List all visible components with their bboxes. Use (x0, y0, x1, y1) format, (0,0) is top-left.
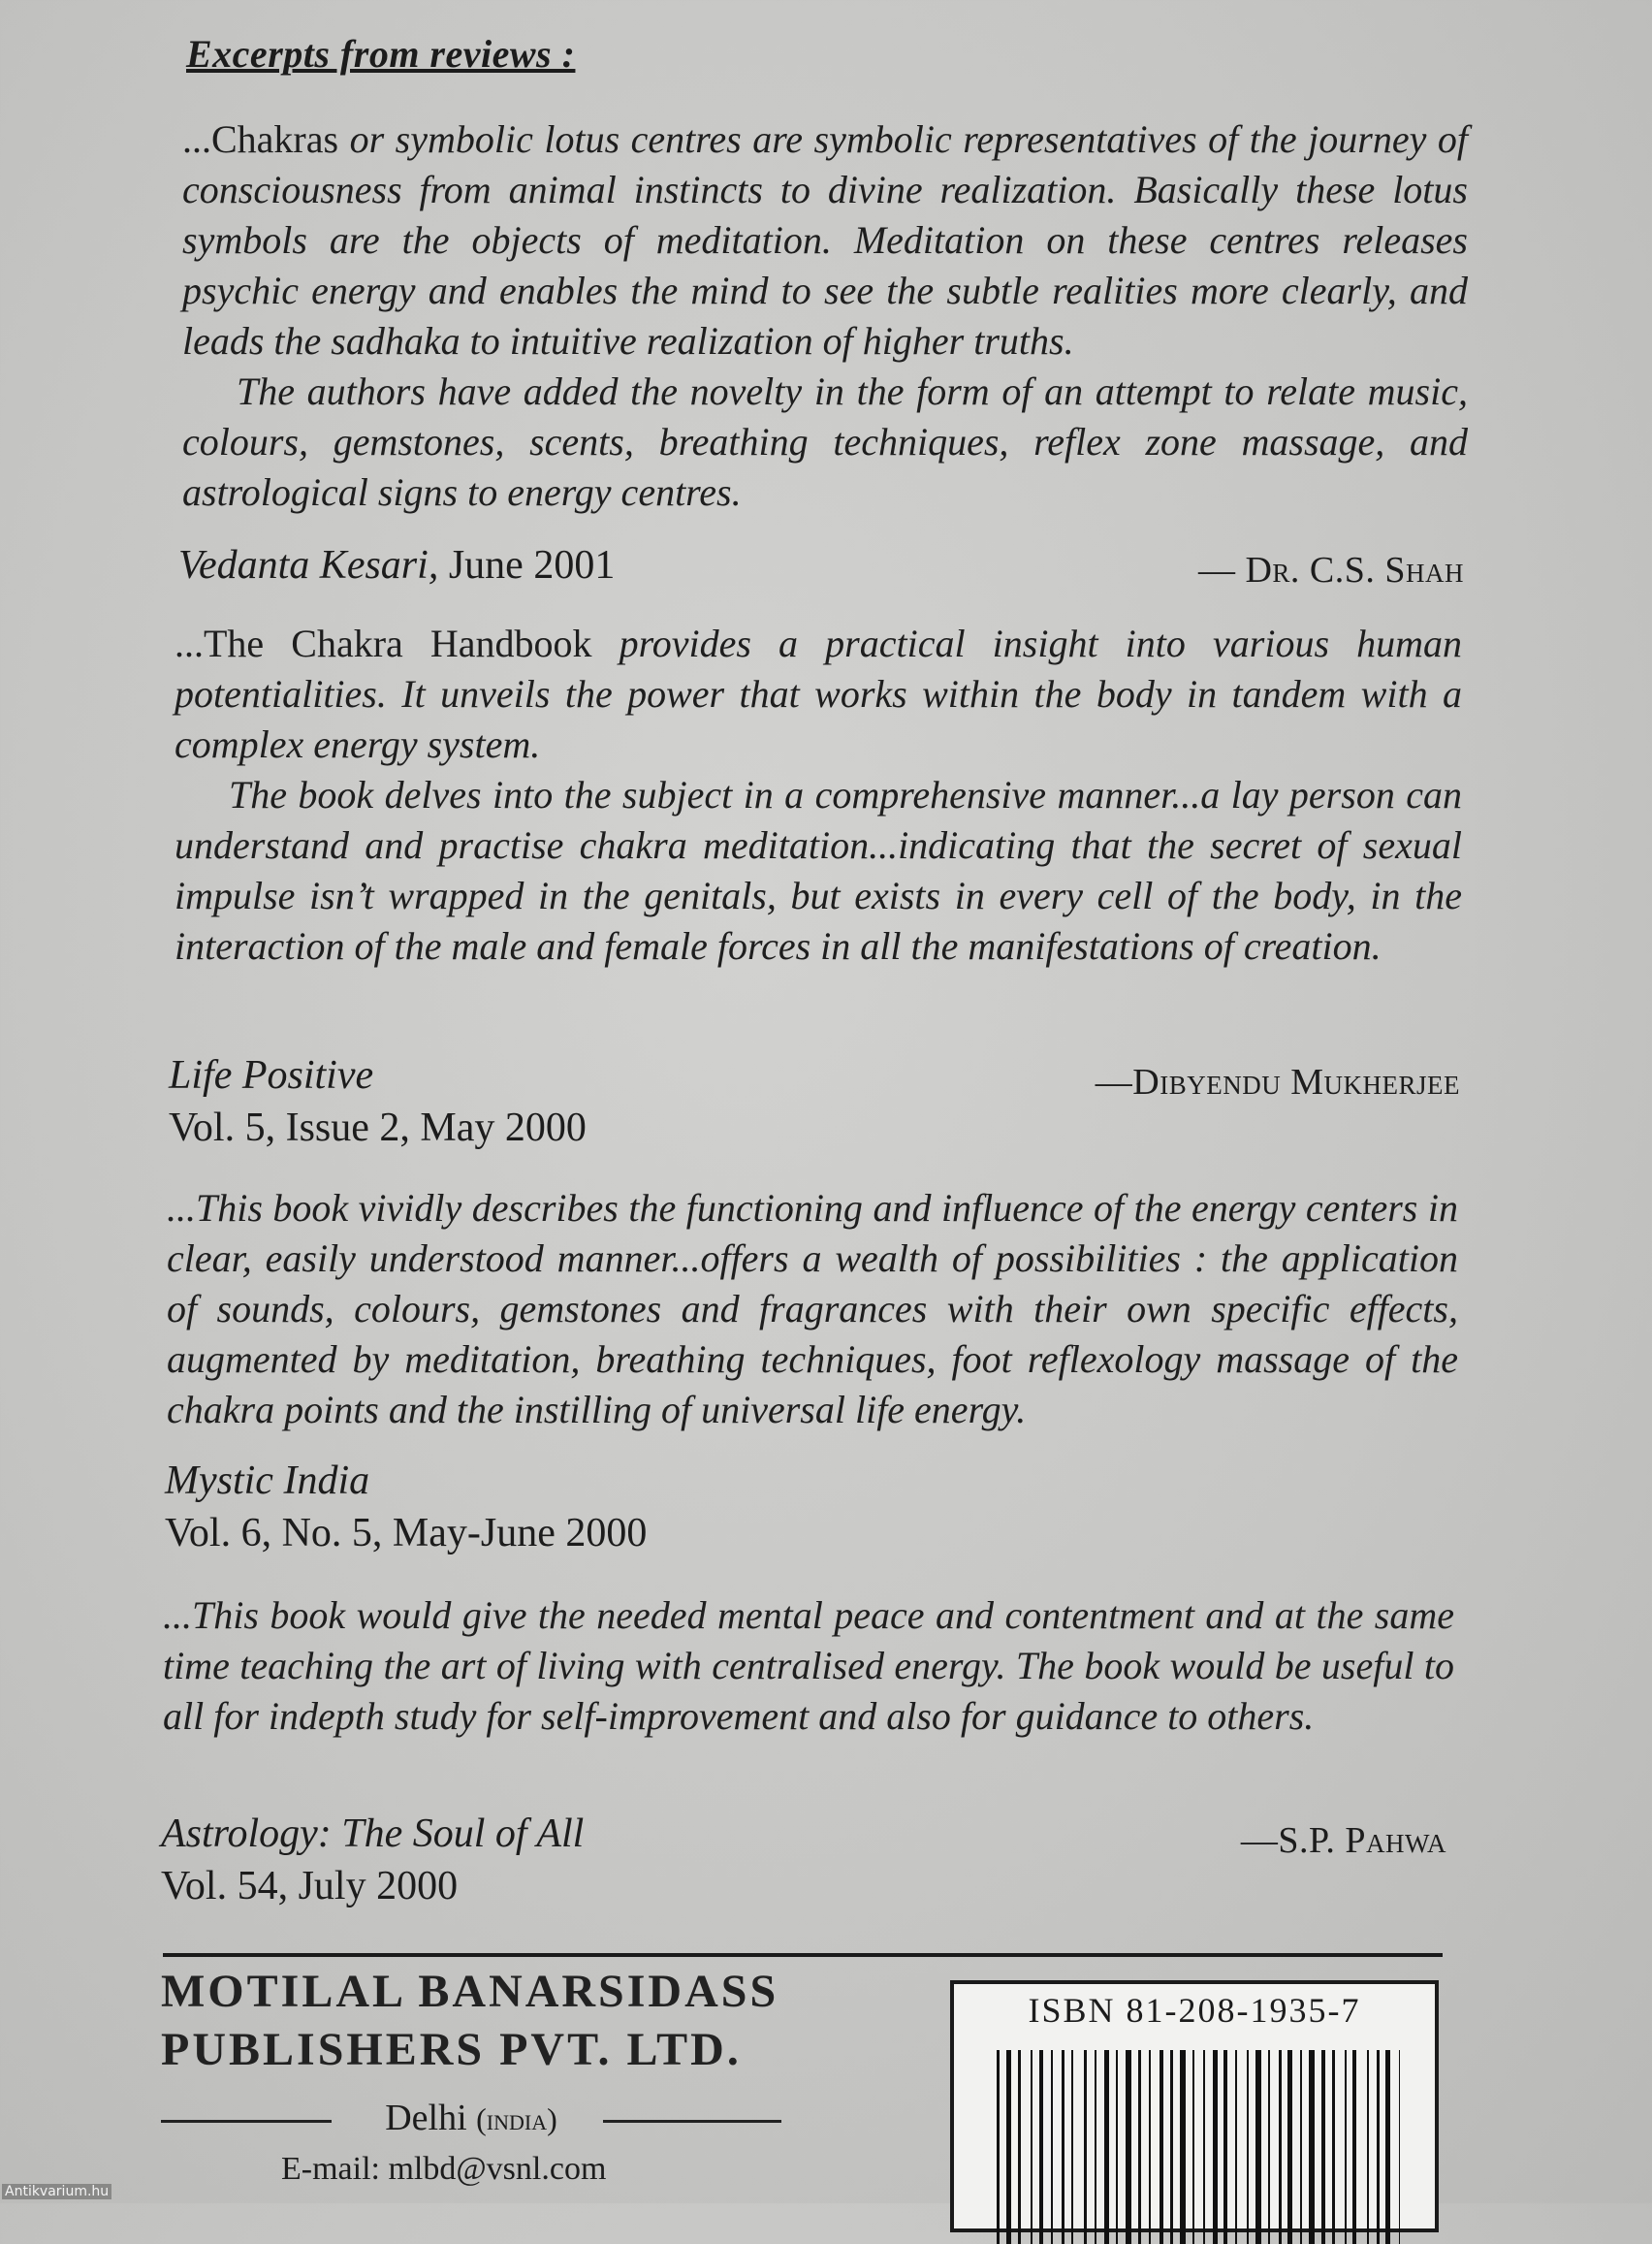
watermark: Antikvarium.hu (2, 2184, 111, 2199)
barcode-bar (1095, 2050, 1096, 2244)
barcode-bar (1018, 2050, 1021, 2244)
publisher-city (161, 2097, 781, 2139)
review-paragraph (175, 619, 1462, 770)
barcode-bar (1126, 2050, 1131, 2244)
barcode (997, 2050, 1400, 2244)
barcode-bar (1031, 2050, 1032, 2244)
barcode-bar (1149, 2050, 1151, 2244)
footer-rule (163, 1953, 1443, 1957)
isbn-number: ISBN 81-208-1935-7 (1028, 1991, 1361, 2030)
barcode-bar (1247, 2050, 1249, 2244)
source-name: Vedanta Kesari, (178, 543, 439, 588)
barcode-bar (1203, 2050, 1205, 2244)
divider (603, 2120, 781, 2123)
barcode-bar (1352, 2050, 1356, 2244)
barcode-bar (1192, 2050, 1194, 2244)
source-name: Astrology: The Soul of All (161, 1811, 585, 1856)
review-paragraph (163, 1590, 1454, 1742)
source-detail: June 2001 (438, 543, 616, 588)
review-attribution: —Dibyendu Mukherjee (1095, 1062, 1460, 1103)
source-issue: Vol. 5, Issue 2, May 2000 (169, 1106, 587, 1150)
review-text: or symbolic lotus centres are symbolic representatives of the journey of consciousness from animal instincts to divine realization. Basically these lotus symbols are the objects of meditation. Meditation on these centres releases psychic energy and enables the mind to see the subtle realities more clearly, and leads the sadhaka to intuitive realization of higher truths. (182, 117, 1468, 363)
review-paragraph (167, 1183, 1458, 1435)
country-name: (india) (476, 2101, 557, 2136)
barcode-bar (997, 2050, 1000, 2244)
review-source (161, 1808, 584, 1912)
city-name: Delhi (385, 2098, 467, 2138)
review-source (178, 539, 615, 592)
barcode-bar (1332, 2050, 1335, 2244)
review-attribution: — Dr. C.S. Shah (1197, 550, 1464, 591)
review-paragraph (175, 770, 1462, 972)
barcode-bar (1367, 2050, 1369, 2244)
barcode-bar (1235, 2050, 1237, 2244)
source-issue: Vol. 54, July 2000 (161, 1864, 459, 1908)
barcode-bar (1377, 2050, 1380, 2244)
barcode-bar (1385, 2050, 1390, 2244)
barcode-bar (1104, 2050, 1109, 2244)
review-attribution: —S.P. Pahwa (1240, 1820, 1446, 1861)
barcode-bar (1223, 2050, 1227, 2244)
barcode-bar (1399, 2050, 1400, 2244)
publisher-city-line (161, 2097, 781, 2145)
barcode-bar (1287, 2050, 1292, 2244)
publisher-line-2: PUBLISHERS PVT. LTD. (161, 2024, 742, 2075)
barcode-bar (1180, 2050, 1186, 2244)
isbn-barcode-box (950, 1980, 1439, 2232)
barcode-bar (1255, 2050, 1261, 2244)
review-source (169, 1049, 587, 1154)
publisher-name (161, 1963, 778, 2079)
barcode-bar (1321, 2050, 1325, 2244)
barcode-bar (1300, 2050, 1302, 2244)
review-text: The book delves into the subject in a comprehensive manner...a lay person can understand and practise chakra meditation...indicating that the secret of sexual impulse isn’t wrapped in the genitals, but exists in every cell of the body, in the interaction of the male and female forces in all the manifestations of creation. (175, 773, 1462, 968)
source-issue: Vol. 6, No. 5, May-June 2000 (165, 1511, 648, 1555)
barcode-bar (1039, 2050, 1043, 2244)
barcode-bar (1138, 2050, 1141, 2244)
book-title-lead: ...The Chakra Handbook (175, 622, 592, 665)
review-text: provides a practical insight into various human potentialities. It unveils the power that works within the body in tandem with a complex energy system. (175, 622, 1463, 766)
publisher-line-1: MOTILAL BANARSIDASS (161, 1966, 779, 2017)
reviews-heading: Excerpts from reviews : (186, 32, 576, 76)
barcode-bar (1071, 2050, 1073, 2244)
barcode-bar (1170, 2050, 1173, 2244)
barcode-bar (1345, 2050, 1347, 2244)
book-title-lead: ...Chakras (182, 117, 339, 161)
barcode-bar (1279, 2050, 1282, 2244)
review-text: ...This book would give the needed mental peace and contentment and at the same time teaching the art of living with centralised energy. The book would be useful to all for indepth study for self-improvement and also for guidance to others. (163, 1593, 1454, 1738)
barcode-bar (1116, 2050, 1118, 2244)
barcode-bar (1268, 2050, 1270, 2244)
barcode-bar (1160, 2050, 1163, 2244)
source-name: Life Positive (169, 1053, 374, 1098)
review-source (165, 1455, 647, 1559)
barcode-bar (1051, 2050, 1053, 2244)
barcode-bar (1309, 2050, 1315, 2244)
review-paragraph (182, 367, 1468, 518)
review-paragraph (182, 114, 1468, 367)
barcode-bar (1213, 2050, 1218, 2244)
review-text: The authors have added the novelty in the form of an attempt to relate music, colours, gemstones, scents, breathing techniques, reflex zone massage, and astrological signs to energy centres. (182, 369, 1468, 514)
source-name: Mystic India (165, 1459, 370, 1503)
review-text: ...This book vividly describes the functioning and influence of the energy centers in clear, easily understood manner...offers a wealth of possibilities : the application of sounds, colours, gemstones and fragrances with their own specific effects, augmented by meditation, breathing techniques, foot reflexology massage of the chakra points and the instilling of universal life energy. (167, 1186, 1458, 1431)
publisher-email: E-mail: mlbd@vsnl.com (281, 2151, 607, 2187)
barcode-bar (1006, 2050, 1011, 2244)
barcode-bar (1084, 2050, 1087, 2244)
barcode-bar (1062, 2050, 1064, 2244)
